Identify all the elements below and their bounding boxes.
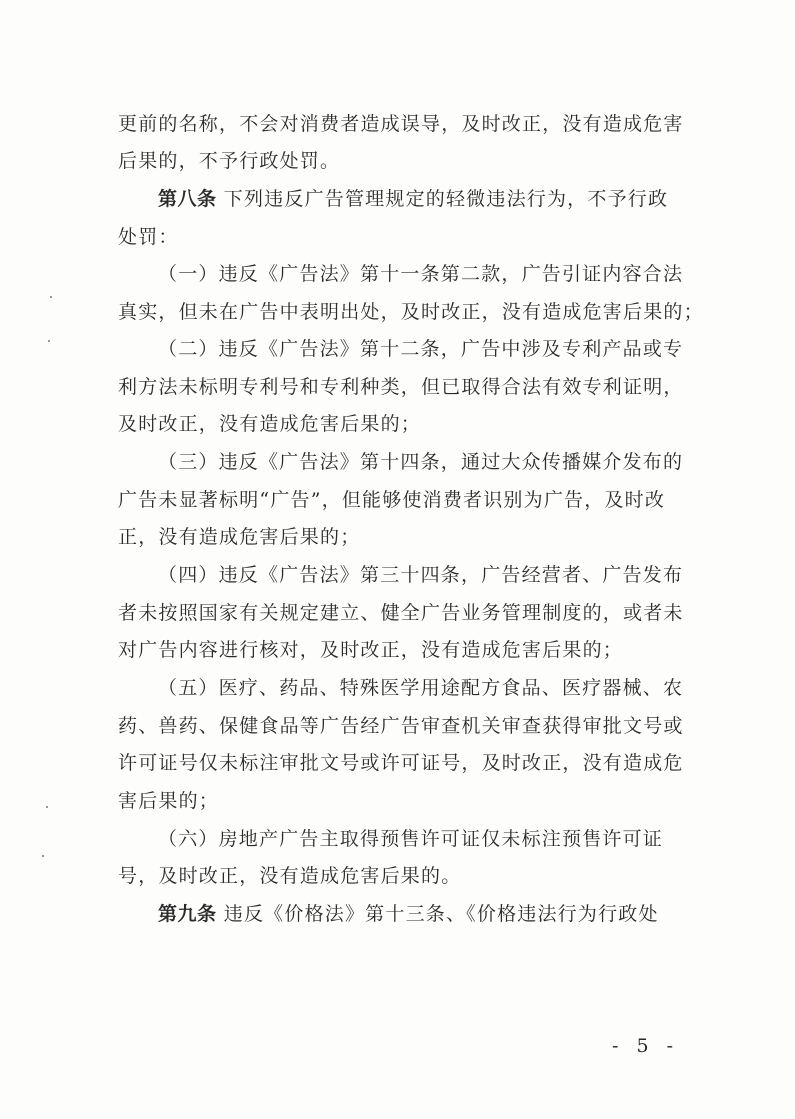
- article-heading: 第八条: [158, 188, 217, 210]
- list-item-line: 对广告内容进行核对，及时改正，没有造成危害后果的；: [118, 639, 624, 661]
- paragraph-line: 后果的，不予行政处罚。: [118, 150, 341, 172]
- list-item-line: 广告未显著标明“广告”，但能够使消费者识别为广告，及时改: [118, 489, 666, 511]
- scan-speck: [46, 806, 48, 808]
- list-item-line: （一）违反《广告法》第十一条第二款，广告引证内容合法: [158, 263, 684, 285]
- list-item-line: 者未按照国家有关规定建立、健全广告业务管理制度的，或者未: [118, 602, 684, 624]
- paragraph-line: 更前的名称，不会对消费者造成误导，及时改正，没有造成危害: [118, 113, 684, 135]
- list-item-line: （二）违反《广告法》第十二条，广告中涉及专利产品或专: [158, 338, 684, 360]
- list-item-line: 药、兽药、保健食品等广告经广告审查机关审查获得审批文号或: [118, 715, 684, 737]
- list-item-line: 正，没有造成危害后果的；: [118, 526, 361, 548]
- list-item-line: 及时改正，没有造成危害后果的；: [118, 413, 422, 435]
- list-item-line: 利方法未标明专利号和专利种类，但已取得合法有效专利证明，: [118, 376, 684, 398]
- scan-speck: [50, 296, 52, 298]
- paragraph-text: 违反《价格法》第十三条、《价格违法行为行政处: [223, 903, 659, 925]
- scan-speck: [42, 855, 44, 857]
- article-9-paragraph: [158, 902, 659, 926]
- list-item-line: 号，及时改正，没有造成危害后果的。: [118, 865, 462, 887]
- list-item-line: 许可证号仅未标注审批文号或许可证号，及时改正，没有造成危: [118, 752, 684, 774]
- page-number: - 5 -: [612, 1035, 680, 1057]
- paragraph-text: 下列违反广告管理规定的轻微违法行为，不予行政: [223, 188, 669, 210]
- scan-speck: [48, 340, 50, 342]
- list-item-line: （五）医疗、药品、特殊医学用途配方食品、医疗器械、农: [158, 677, 684, 699]
- paragraph-line: 处罚：: [118, 226, 179, 248]
- list-item-line: 害后果的；: [118, 790, 220, 812]
- list-item-line: （三）违反《广告法》第十四条，通过大众传播媒介发布的: [158, 451, 684, 473]
- list-item-line: 真实，但未在广告中表明出处，及时改正，没有造成危害后果的；: [118, 301, 704, 323]
- list-item-line: （六）房地产广告主取得预售许可证仅未标注预售许可证: [158, 828, 664, 850]
- article-8-paragraph: [158, 187, 668, 211]
- article-heading: 第九条: [158, 903, 217, 925]
- list-item-line: （四）违反《广告法》第三十四条，广告经营者、广告发布: [158, 564, 684, 586]
